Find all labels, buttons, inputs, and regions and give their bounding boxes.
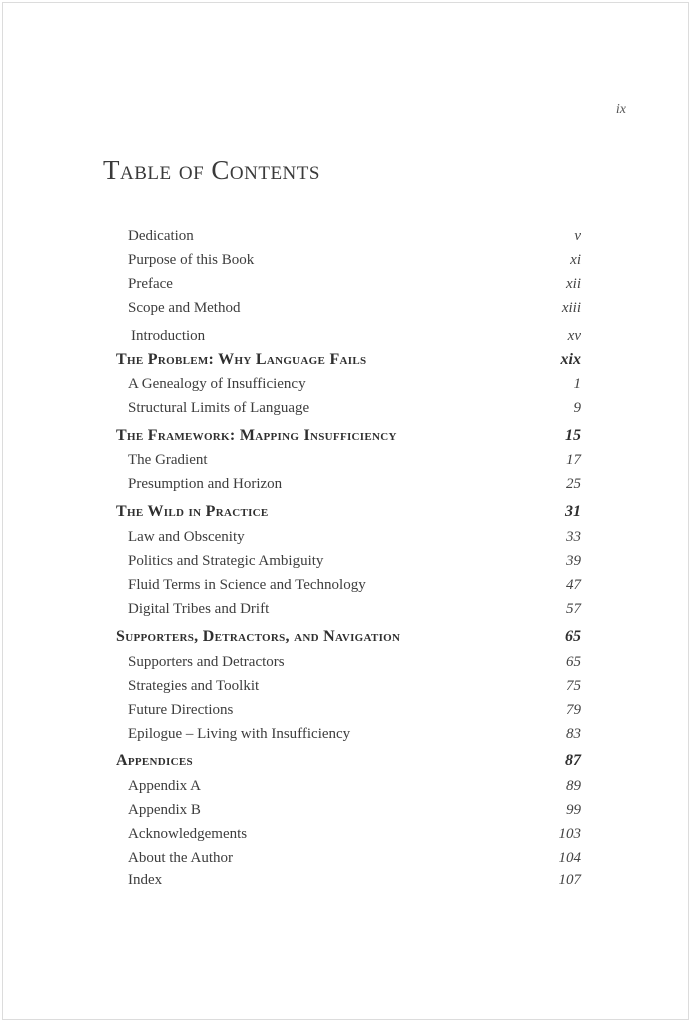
toc-entry-label: Appendix A [128,778,201,794]
toc-entry-label: The Wild in Practice [116,503,269,520]
toc-entry [3,699,581,721]
toc-entry-label: Politics and Strategic Ambiguity [128,553,324,569]
toc-entry-page: 57 [566,601,581,617]
toc-entry [3,799,581,821]
toc-entry [3,675,581,697]
toc-entry-label: Introduction [131,328,206,344]
toc-entry-label: Supporters and Detractors [128,654,285,670]
toc-entry [3,550,581,572]
toc-entry-label: Preface [128,276,173,292]
toc-entry [3,526,581,548]
toc-entry [3,775,581,797]
toc-entry [3,651,581,673]
toc-section-heading [3,425,581,447]
toc-entry-page: 87 [565,752,581,769]
toc-entry-page: 65 [566,654,581,670]
toc-entry-page: xv [567,328,581,344]
toc-entry-page: 75 [566,678,581,694]
toc-entry [3,273,581,295]
toc-entry-page: 15 [565,427,581,444]
toc-entry-page: xi [570,252,581,268]
toc-entry-label: Structural Limits of Language [128,400,310,416]
toc-entry-label: Epilogue – Living with Insufficiency [128,726,351,742]
toc-entry-page: 89 [566,778,581,794]
toc-entry-label: Acknowledgements [128,826,248,842]
toc-entry-page: 25 [566,476,581,492]
toc-entry [3,325,581,347]
toc-entry-label: Presumption and Horizon [128,476,283,492]
toc-entry [3,297,581,319]
toc-entry-label: Law and Obscenity [128,529,245,545]
toc-entry-label: Appendices [116,752,193,769]
toc-entry [3,249,581,271]
toc-entry-label: About the Author [128,850,233,866]
toc-entry-page: 39 [566,553,581,569]
toc-entry-label: Scope and Method [128,300,241,316]
toc-entry-label: The Problem: Why Language Fails [116,351,367,368]
toc-entry-page: 79 [566,702,581,718]
toc-title: Table of Contents [103,155,320,185]
toc-entry-label: Appendix B [128,802,201,818]
book-page [2,2,689,1020]
toc-entry-label: Dedication [128,228,194,244]
toc-entry-page: xii [566,276,581,292]
toc-entry-page: xiii [561,300,581,316]
toc-entry-page: 33 [566,529,581,545]
toc-entry [3,723,581,745]
toc-entry-label: Future Directions [128,702,234,718]
toc-entry [3,847,581,869]
toc-entry [3,574,581,596]
toc-entry-page: 104 [558,850,581,866]
toc-entry-label: Index [128,872,163,888]
toc-entry [3,473,581,495]
toc-section-heading [3,349,581,371]
toc-entry-label: Supporters, Detractors, and Navigation [116,628,401,645]
toc-entry-page: 1 [573,376,581,392]
toc-section-heading [3,626,581,648]
toc-entry [3,225,581,247]
toc-entry-page: 99 [566,802,581,818]
toc-entry-label: Purpose of this Book [128,252,255,268]
toc-entry-label: Fluid Terms in Science and Technology [128,577,366,593]
toc-entry [3,397,581,419]
toc-entry-page: xix [560,351,581,368]
toc-entry [3,598,581,620]
toc-section-heading [3,750,581,772]
toc-entry-page: 47 [566,577,581,593]
toc-entry-label: The Gradient [128,452,208,468]
toc-entry-page: 65 [565,628,581,645]
toc-entry-page: 9 [573,400,581,416]
toc-entry [3,449,581,471]
toc-entry-label: The Framework: Mapping Insufficiency [116,427,397,444]
toc-entry-page: 107 [558,872,581,888]
toc-entry-page: 17 [566,452,581,468]
page-number: ix [615,102,626,117]
toc-entry-page: 83 [566,726,581,742]
toc-entry [3,373,581,395]
toc-entry-label: A Genealogy of Insufficiency [128,376,306,392]
toc-section-heading [3,501,581,523]
toc-entry-page: v [574,228,581,244]
toc-entry-label: Strategies and Toolkit [128,678,260,694]
toc-entry-label: Digital Tribes and Drift [128,601,270,617]
toc-entry-page: 103 [558,826,581,842]
toc-entry-page: 31 [565,503,581,520]
toc-entry [3,869,581,891]
toc-entry [3,823,581,845]
